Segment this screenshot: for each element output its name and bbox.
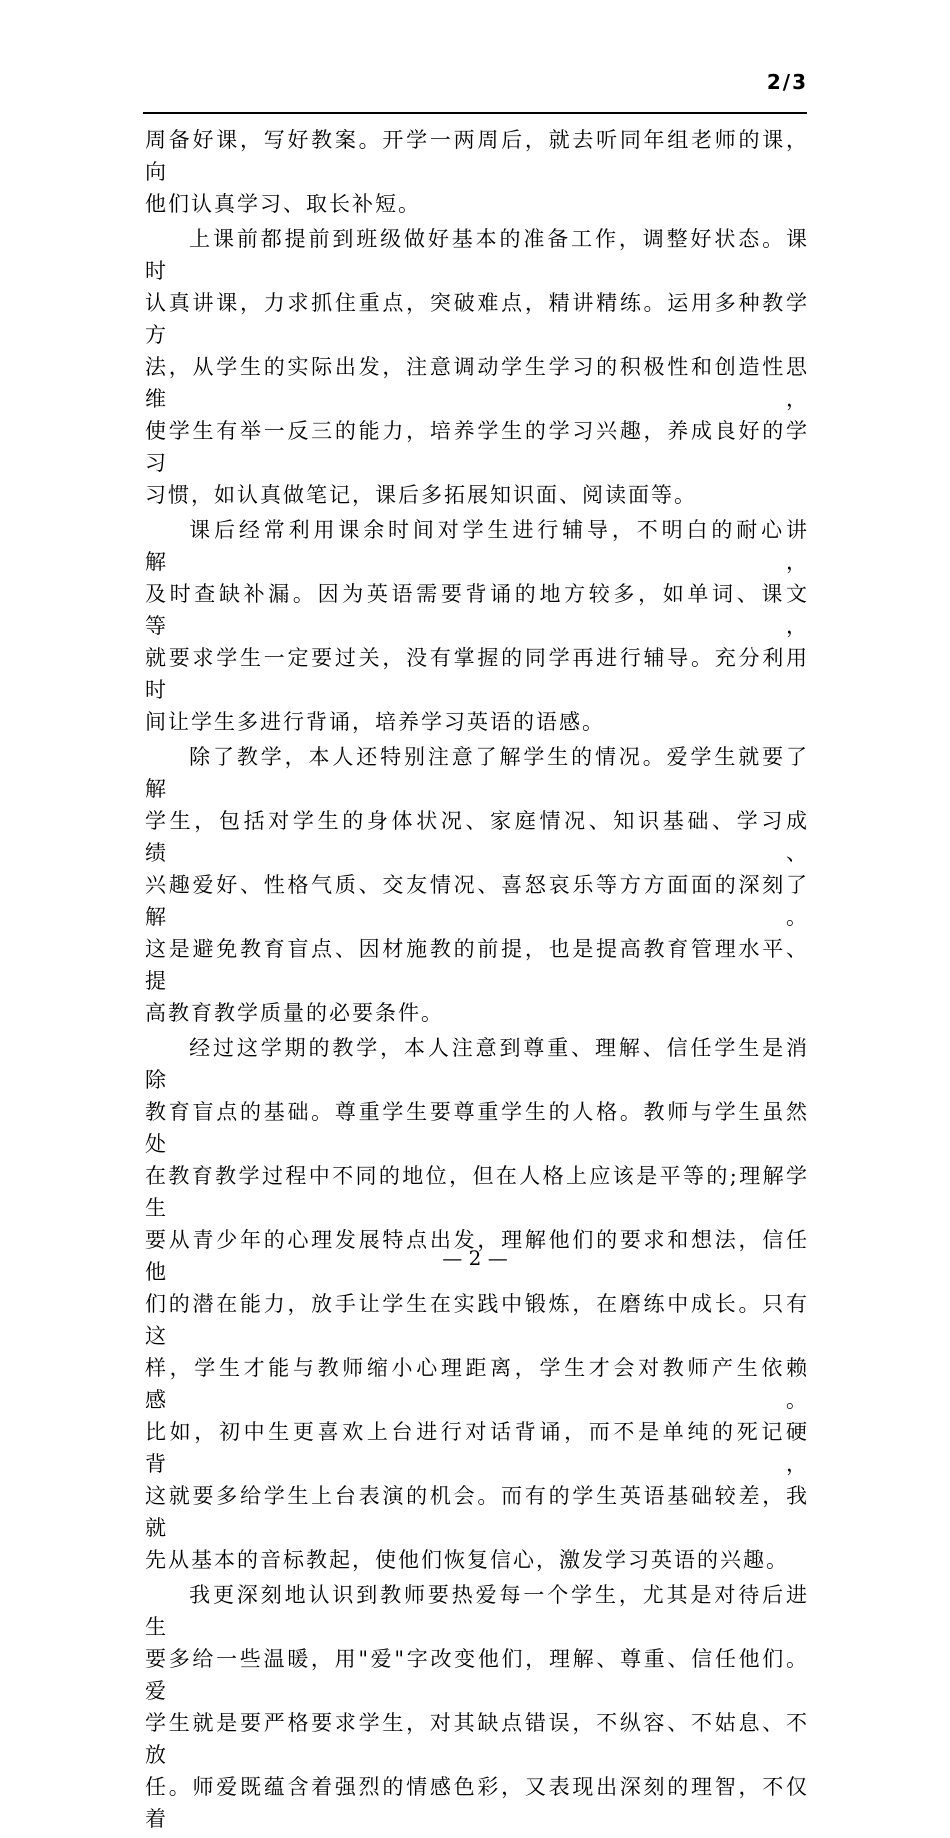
text-line: 除了教学，本人还特别注意了解学生的情况。爱学生就要了解 [145, 745, 809, 801]
paragraph-3 [145, 514, 809, 738]
paragraph-2 [145, 223, 809, 511]
text-line: 间让学生多进行背诵，培养学习英语的语感。 [145, 710, 605, 734]
text-line: 任。师爱既蕴含着强烈的情感色彩，又表现出深刻的理智，不仅着 [145, 1775, 809, 1831]
header-divider [143, 112, 807, 114]
paragraph-1 [145, 124, 809, 220]
text-line: 教育盲点的基础。尊重学生要尊重学生的人格。教师与学生虽然处 [145, 1100, 809, 1156]
paragraph-6 [145, 1579, 809, 1835]
footer-page-number: — 2 — [442, 1246, 508, 1270]
text-line: 兴趣爱好、性格气质、交友情况、喜怒哀乐等方方面面的深刻了解。 [145, 873, 809, 929]
text-line: 这是避免教育盲点、因材施教的前提，也是提高教育管理水平、提 [145, 937, 809, 993]
text-line: 上课前都提前到班级做好基本的准备工作，调整好状态。课时 [145, 227, 809, 283]
text-line: 法，从学生的实际出发，注意调动学生学习的积极性和创造性思维， [145, 355, 809, 411]
text-line: 习惯，如认真做笔记，课后多拓展知识面、阅读面等。 [145, 483, 697, 507]
page-indicator: 2/3 [766, 70, 808, 94]
text-line: 比如，初中生更喜欢上台进行对话背诵，而不是单纯的死记硬背， [145, 1420, 809, 1476]
text-line: 他们认真学习、取长补短。 [145, 192, 421, 216]
text-line: 我更深刻地认识到教师要热爱每一个学生，尤其是对待后进生 [145, 1583, 809, 1639]
text-line: 经过这学期的教学，本人注意到尊重、理解、信任学生是消除 [145, 1036, 809, 1092]
text-line: 使学生有举一反三的能力，培养学生的学习兴趣，养成良好的学习 [145, 419, 809, 475]
text-line: 这就要多给学生上台表演的机会。而有的学生英语基础较差，我就 [145, 1484, 809, 1540]
text-line: 要多给一些温暖，用"爱"字改变他们，理解、尊重、信任他们。爱 [145, 1647, 809, 1703]
text-line: 们的潜在能力，放手让学生在实践中锻炼，在磨练中成长。只有这 [145, 1292, 809, 1348]
text-line: 学生就是要严格要求学生，对其缺点错误，不纵容、不姑息、不放 [145, 1711, 809, 1767]
text-line: 周备好课，写好教案。开学一两周后，就去听同年组老师的课，向 [145, 128, 809, 184]
text-line: 要从青少年的心理发展特点出发，理解他们的要求和想法，信任他 [145, 1228, 809, 1284]
text-line: 先从基本的音标教起，使他们恢复信心，激发学习英语的兴趣。 [145, 1548, 789, 1572]
text-line: 课后经常利用课余时间对学生进行辅导，不明白的耐心讲解， [145, 518, 809, 574]
text-line: 高教育教学质量的必要条件。 [145, 1001, 444, 1025]
paragraph-5 [145, 1032, 809, 1576]
text-line: 学生，包括对学生的身体状况、家庭情况、知识基础、学习成绩、 [145, 809, 809, 865]
paragraph-4 [145, 741, 809, 1029]
document-body [145, 124, 809, 1838]
text-line: 认真讲课，力求抓住重点，突破难点，精讲精练。运用多种教学方 [145, 291, 809, 347]
text-line: 在教育教学过程中不同的地位，但在人格上应该是平等的;理解学生 [145, 1164, 809, 1220]
text-line: 及时查缺补漏。因为英语需要背诵的地方较多，如单词、课文等， [145, 582, 809, 638]
text-line: 样，学生才能与教师缩小心理距离，学生才会对教师产生依赖感。 [145, 1356, 809, 1412]
text-line: 就要求学生一定要过关，没有掌握的同学再进行辅导。充分利用时 [145, 646, 809, 702]
